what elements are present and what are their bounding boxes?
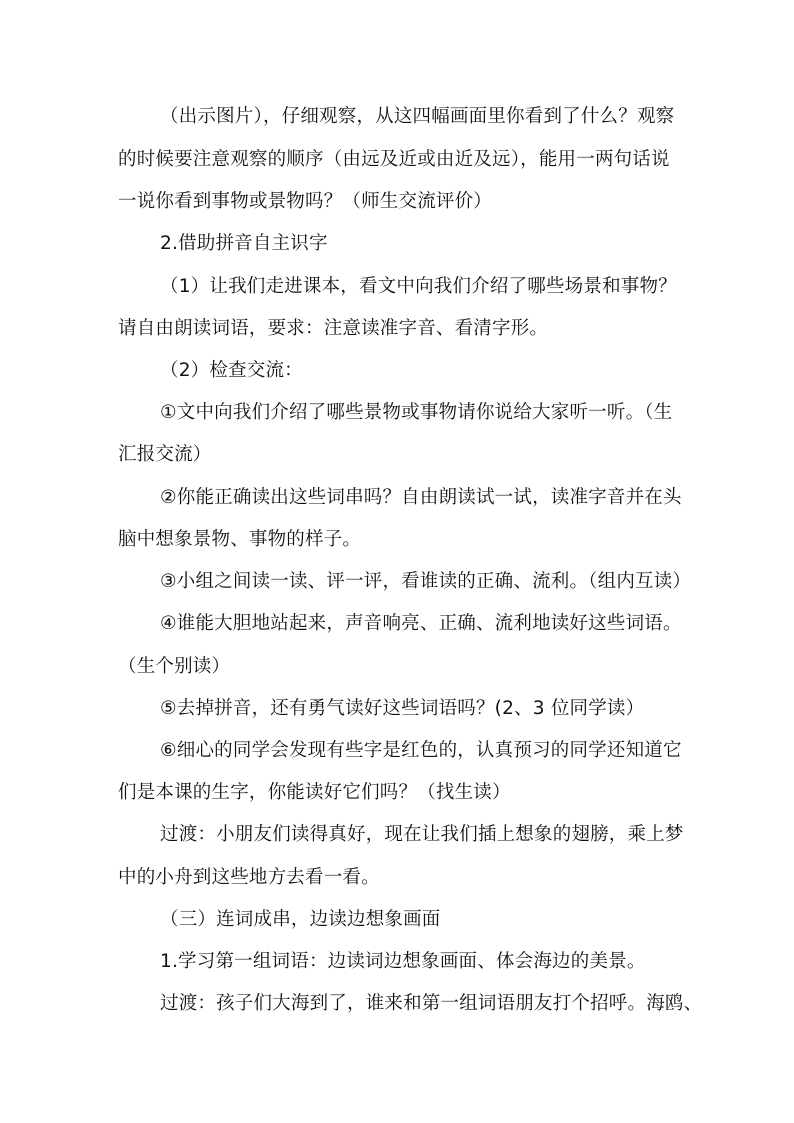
section-heading: （三）连词成串，边读边想象画面 xyxy=(160,909,441,930)
paragraph-line: 过渡：孩子们大海到了，谁来和第一组词语朋友打个招呼。海鸥、 xyxy=(160,993,703,1014)
paragraph-line: 的时候要注意观察的顺序（由远及近或由近及远），能用一两句话说 xyxy=(118,149,670,170)
paragraph-line: 汇报交流） xyxy=(118,444,212,465)
paragraph-line: ⑤去掉拼音，还有勇气读好这些词语吗？(2、3 位同学读） xyxy=(160,698,645,719)
paragraph-line: 请自由朗读词语，要求：注意读准字音、看清字形。 xyxy=(118,318,549,339)
paragraph-line: ④谁能大胆地站起来，声音响亮、正确、流利地读好这些词语。 xyxy=(160,613,682,634)
paragraph-line: 1.学习第一组词语：边读词边想象画面、体会海边的美景。 xyxy=(160,951,646,972)
paragraph-line: 脑中想象景物、事物的样子。 xyxy=(118,529,362,550)
paragraph-line: 过渡：小朋友们读得真好，现在让我们插上想象的翅膀，乘上梦 xyxy=(160,824,684,845)
section-heading: 2.借助拼音自主识字 xyxy=(160,233,328,254)
paragraph-line: 中的小舟到这些地方去看一看。 xyxy=(118,867,380,888)
paragraph-line: （出示图片），仔细观察，从这四幅画面里你看到了什么？观察 xyxy=(160,106,675,127)
paragraph-line: ⑥细心的同学会发现有些字是红色的，认真预习的同学还知道它 xyxy=(160,740,682,761)
paragraph-line: ②你能正确读出这些词串吗？自由朗读试一试，读准字音并在头 xyxy=(160,487,682,508)
paragraph-line: ①文中向我们介绍了哪些景物或事物请你说给大家听一听。（生 xyxy=(160,402,673,423)
paragraph-line: 一说你看到事物或景物吗？（师生交流评价） xyxy=(118,191,493,212)
paragraph-line: （生个别读） xyxy=(118,656,231,677)
paragraph-line: （2）检查交流： xyxy=(160,360,303,381)
paragraph-line: 们是本课的生字，你能读好它们吗？（找生读） xyxy=(118,782,511,803)
paragraph-line: （1）让我们走进课本，看文中向我们介绍了哪些场景和事物？ xyxy=(160,276,677,297)
paragraph-line: ③小组之间读一读、评一评，看谁读的正确、流利。（组内互读） xyxy=(160,571,692,592)
